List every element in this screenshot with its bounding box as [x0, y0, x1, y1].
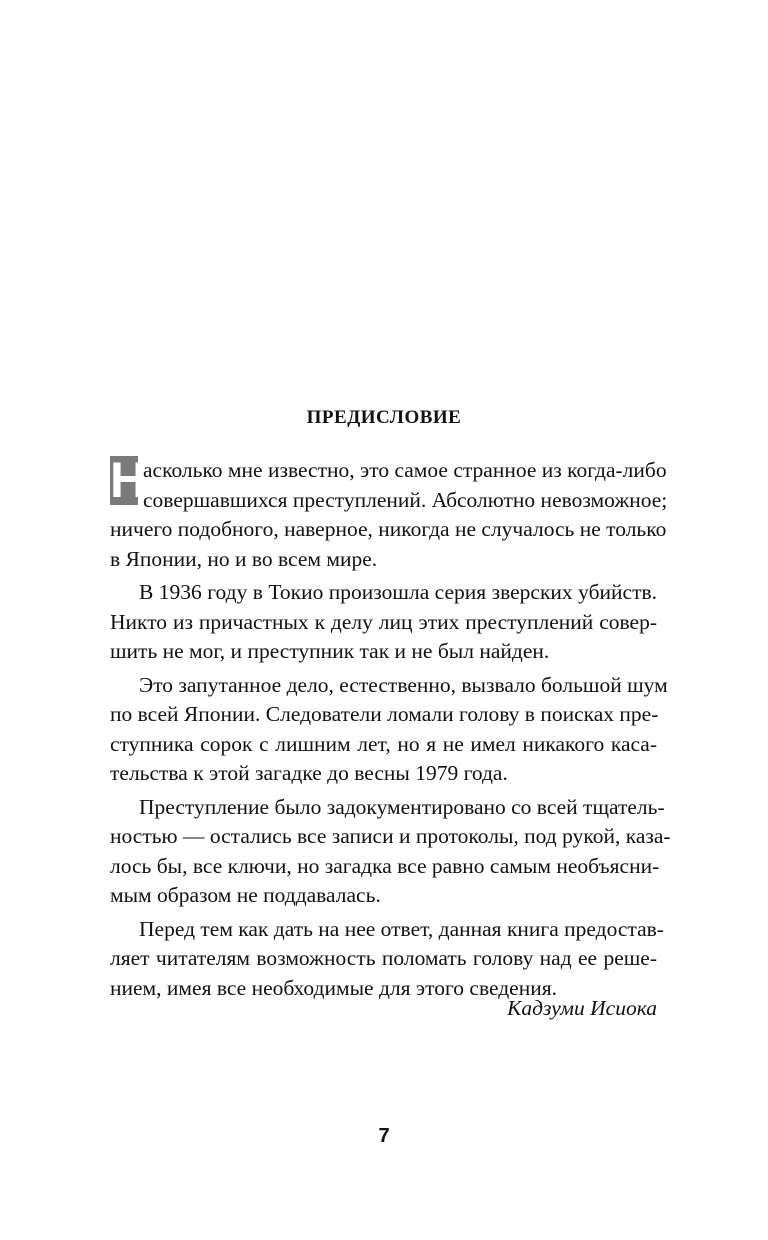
- text-line: ступника сорок с лишним лет, но я не имел никакого каса-: [110, 731, 657, 756]
- text-line: ляет читателям возможность поломать голову над ее реше-: [110, 946, 657, 970]
- text-line: Преступление было задокументировано со всей тщатель-: [139, 794, 665, 819]
- drop-cap: Н: [110, 452, 147, 508]
- text-line: Никто из причастных к делу лиц этих преступлений совер-: [110, 609, 657, 634]
- chapter-title: ПРЕДИСЛОВИЕ: [306, 407, 462, 428]
- paragraph-2: [110, 578, 657, 667]
- text-line: Это запутанное дело, естественно, вызвало большой шум: [139, 672, 668, 697]
- page-number: 7: [378, 1125, 390, 1147]
- text-line: асколько мне известно, это самое странное из когда-либо: [143, 458, 667, 482]
- text-line: мым образом не поддавалась.: [110, 883, 381, 907]
- paragraph-1: [110, 452, 668, 574]
- text-line: нием, имея все необходимые для этого сведения.: [110, 975, 557, 1000]
- author-signature: Кадзуми Исиока: [507, 996, 657, 1020]
- preface-text: [110, 452, 671, 1003]
- text-line: В 1936 году в Токио произошла серия зверских убийств.: [139, 580, 657, 604]
- text-line: шить не мог, и преступник так и не был найден.: [110, 639, 550, 663]
- text-line: в Японии, но и во всем мире.: [110, 546, 378, 571]
- paragraph-4: [110, 793, 671, 911]
- text-line: тельства к этой загадке до весны 1979 года.: [110, 761, 508, 785]
- paragraph-5: [110, 915, 664, 1004]
- text-line: ностью — остались все записи и протоколы, под рукой, каза-: [110, 824, 671, 848]
- text-line: совершавшихся преступлений. Абсолютно невозможное;: [143, 487, 668, 512]
- text-line: Перед тем как дать на нее ответ, данная книга предостав-: [139, 916, 664, 941]
- paragraph-3: [110, 671, 668, 789]
- text-line: лось бы, все ключи, но загадка все равно самым необъясни-: [110, 853, 660, 878]
- text-line: ничего подобного, наверное, никогда не случалось не только: [110, 517, 667, 541]
- text-line: по всей Японии. Следователи ломали голову в поисках пре-: [110, 702, 659, 726]
